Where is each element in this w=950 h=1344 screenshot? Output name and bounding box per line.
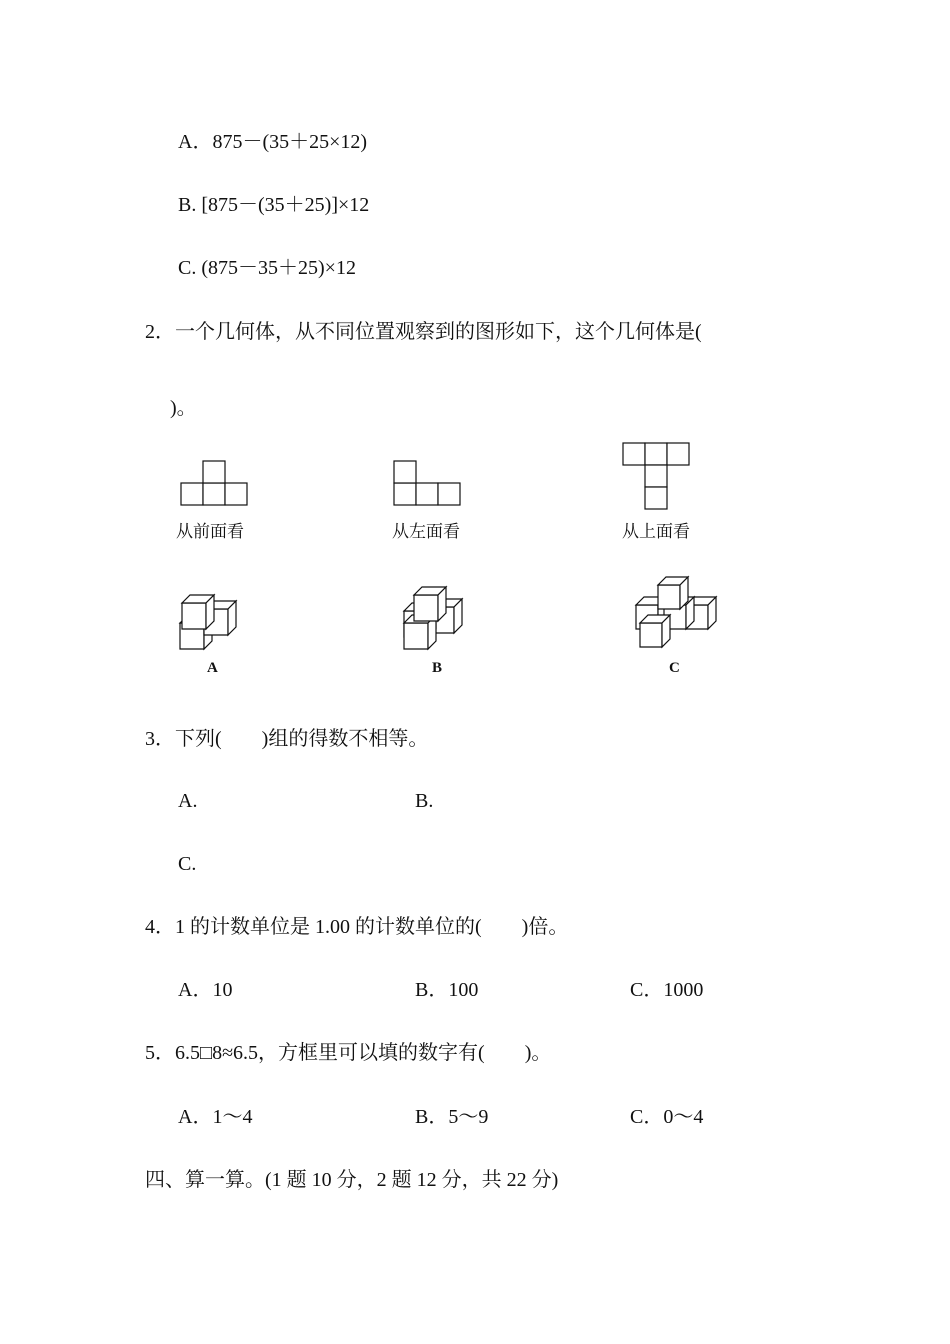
q3-option-c: C. [178,853,197,875]
front-view-figure [180,459,250,507]
solid-choice-b [400,585,482,651]
q4-option-c: C．1000 [630,979,704,1001]
q5-option-a: A．1～4 [178,1106,253,1128]
q5-stem: 5．6.5□8≈6.5，方框里可以填的数字有( )。 [145,1042,552,1064]
q3-option-a: A. [178,790,198,812]
section-4-heading: 四、算一算。(1 题 10 分，2 题 12 分，共 22 分) [145,1169,559,1191]
q4-stem: 4．1 的计数单位是 1.00 的计数单位的( )倍。 [145,916,569,938]
left-view-figure [393,459,463,507]
left-view-caption: 从左面看 [392,522,460,542]
q1-option-c: C. (875－35＋25)×12 [178,257,356,279]
solid-choice-c [634,575,720,651]
q2-stem-line1: 2．一个几何体，从不同位置观察到的图形如下，这个几何体是( [145,321,702,343]
q3-option-b: B. [415,790,434,812]
q4-option-a: A．10 [178,979,233,1001]
q1-option-a: A．875－(35＋25×12) [178,131,368,153]
solid-label-b: B [432,660,443,676]
q5-option-c: C．0～4 [630,1106,704,1128]
solid-label-a: A [207,660,218,676]
solid-label-c: C [669,660,680,676]
top-view-caption: 从上面看 [622,522,690,542]
front-view-caption: 从前面看 [176,522,244,542]
q3-stem: 3．下列( )组的得数不相等。 [145,728,429,750]
q5-option-b: B．5～9 [415,1106,489,1128]
top-view-figure [622,442,692,512]
q2-stem-line2: )。 [170,397,197,419]
q4-option-b: B．100 [415,979,479,1001]
q1-option-b: B. [875－(35＋25)]×12 [178,194,370,216]
solid-choice-a [176,593,258,655]
